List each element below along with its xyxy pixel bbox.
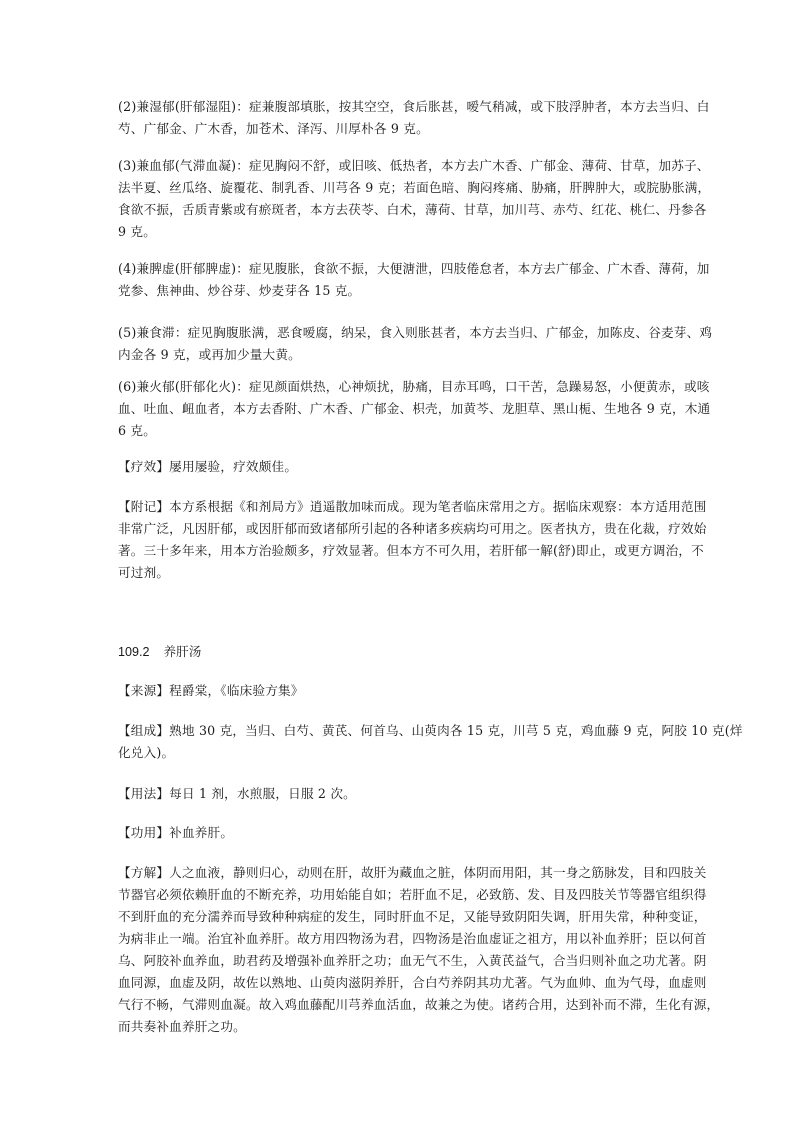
paragraph-yongfa	[118, 783, 683, 805]
paragraph-zucheng	[118, 720, 743, 764]
text-line: 血同源，血虚及阴，故佐以熟地、山萸肉滋阴养肝，合白芍养阴其功尤著。气为血帅、血为气母，血虚则	[118, 975, 707, 990]
paragraph-liaoxiao	[118, 456, 683, 478]
paragraph-laiyuan	[118, 680, 683, 702]
text-line: 不到肝血的充分濡养而导致种种病症的发生，同时肝血不足，又能导致阴阳失调，肝用失常，种种变证，	[118, 909, 707, 924]
text-line: 气行不畅，气滞则血凝。故入鸡血藤配川芎养血活血，故兼之为使。诸药合用，达到补而不滞，生化有源，	[118, 997, 720, 1012]
paragraph-p3	[118, 155, 711, 243]
paragraph-gongyong	[118, 822, 683, 844]
text-line: 乌、阿胶补血养血，助君药及增强补血养肝之功；血无气不生，入黄芪益气，合当归则补血之功尤著。阴	[118, 953, 707, 968]
text-line: 【附记】本方系根据《和剂局方》逍遥散加味而成。现为笔者临床常用之方。据临床观察：本方适用范围	[118, 499, 707, 514]
text-line: (5)兼食滞：症见胸腹胀满，恶食嗳腐，纳呆，食入则胀甚者，本方去当归、广郁金，加陈皮、谷麦芽、鸡	[118, 325, 713, 340]
text-line: 非常广泛，凡因肝郁，或因肝郁而致诸郁所引起的各种诸多疾病均可用之。医者执方，贵在化裁，疗效始	[118, 521, 707, 536]
text-line: 而共奏补血养肝之功。	[118, 1019, 246, 1034]
text-line: (2)兼湿郁(肝郁湿阻)：症兼腹部填胀，按其空空，食后胀甚，嗳气稍减，或下肢浮肿者，本方去当归、白	[118, 99, 710, 114]
text-line: 内金各 9 克，或再加少量大黄。	[118, 347, 301, 362]
text-line: (4)兼脾虚(肝郁脾虚)：症见腹胀，食欲不振，大便溏泄，四肢倦怠者，本方去广郁金、广木香、薄荷，加	[118, 261, 710, 276]
text-line: 【组成】熟地 30 克，当归、白芍、黄芪、何首乌、山萸肉各 15 克，川芎 5 克，鸡血藤 9 克，阿胶 10 克(烊	[118, 723, 743, 738]
text-line: 血、吐血、衄血者，本方去香附、广木香、广郁金、枳壳，加黄芩、龙胆草、黑山栀、生地各 9 克，木通	[118, 401, 711, 416]
text-line: 食欲不振，舌质青紫或有瘀斑者，本方去茯苓、白术，薄荷、甘草，加川芎、赤芍、红花、桃仁、丹参各	[118, 202, 707, 217]
paragraph-p2	[118, 96, 710, 140]
paragraph-p5	[118, 322, 713, 366]
text-line: 为病非止一端。治宜补血养肝。故方用四物汤为君，四物汤是治血虚证之祖方，用以补血养肝；臣以何首	[118, 931, 707, 946]
text-line: 【功用】补血养肝。	[118, 825, 234, 840]
text-line: 芍、广郁金、广木香，加苍术、泽泻、川厚朴各 9 克。	[118, 121, 429, 136]
text-line: (6)兼火郁(肝郁化火)：症见颜面烘热，心神烦扰，胁痛，目赤耳鸣，口干苦，急躁易怒，小便黄赤，或咳	[118, 379, 710, 394]
text-line: 著。三十多年来，用本方治验颇多，疗效显著。但本方不可久用，若肝郁一解(舒)即止，或更方调治，不	[118, 543, 704, 558]
text-line: (3)兼血郁(气滞血凝)：症见胸闷不舒，或旧咳、低热者，本方去广木香、广郁金、薄荷、甘草，加苏子、	[118, 158, 710, 173]
section-number: 109.2	[118, 645, 150, 659]
paragraph-fangjie	[118, 862, 720, 1038]
paragraph-p4	[118, 258, 710, 302]
text-line: 可过剂。	[118, 565, 170, 580]
text-line: 【方解】人之血液，静则归心，动则在肝，故肝为藏血之脏，体阴而用阳，其一身之筋脉发，目和四肢关	[118, 865, 707, 880]
text-line: 【疗效】屡用屡验，疗效颇佳。	[118, 459, 298, 474]
paragraph-p6	[118, 376, 711, 442]
text-line: 9 克。	[118, 224, 157, 239]
section-title: 养肝汤	[163, 644, 202, 659]
text-line: 法半夏、丝瓜络、旋覆花、制乳香、川芎各 9 克；若面色暗、胸闷疼痛、胁痛，肝脾肿大，或脘胁胀满，	[118, 180, 711, 195]
section-heading	[118, 641, 201, 663]
paragraph-fuji	[118, 496, 707, 584]
text-line: 节器官必须依赖肝血的不断充养，功用始能自如；若肝血不足，必致筋、发、目及四肢关节等器官组织得	[118, 887, 707, 902]
text-line: 【来源】程爵棠，《临床验方集》	[118, 683, 304, 698]
text-line: 6 克。	[118, 423, 157, 438]
text-line: 【用法】每日 1 剂，水煎服，日服 2 次。	[118, 786, 356, 801]
text-line: 党参、焦神曲、炒谷芽、炒麦芽各 15 克。	[118, 283, 361, 298]
text-line: 化兑入)。	[118, 745, 175, 760]
